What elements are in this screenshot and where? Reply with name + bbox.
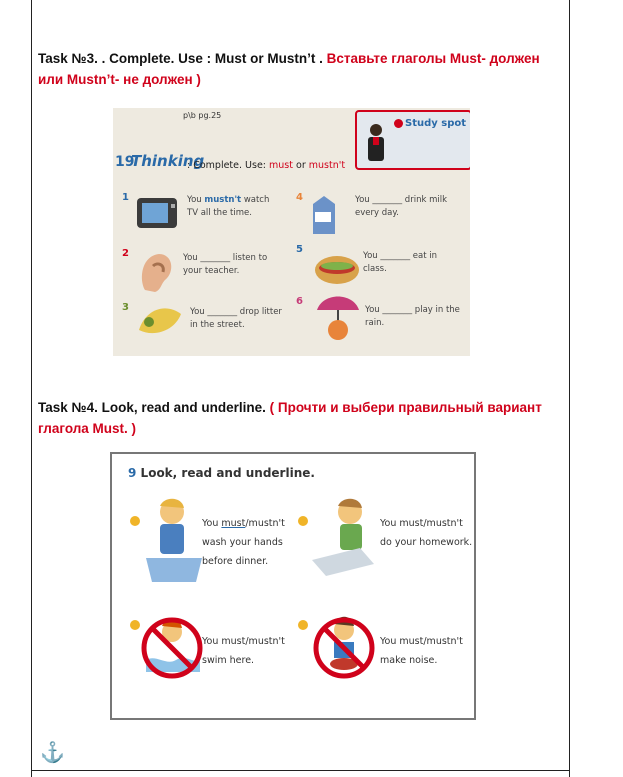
ex9-sentence-1-choice-must[interactable]: must	[221, 518, 246, 529]
item-number-1: 1	[122, 192, 129, 203]
ex9-sentence-3-choice-must[interactable]: must	[221, 636, 246, 647]
page-border-left	[31, 0, 32, 777]
task3-russian: Вставьте глаголы Must- должен или Mustn’t- не должен )	[38, 51, 540, 87]
ex9-sentence-3-subject: You	[202, 636, 219, 647]
ex9-sentence-4-subject: You	[380, 636, 397, 647]
sentence-1	[187, 194, 282, 220]
item-number-5: 5	[296, 244, 303, 255]
task4-russian: ( Прочти и выбери правильный вариант глагола Must. )	[38, 400, 542, 436]
exercise-9-title	[128, 466, 315, 480]
instruction-or: or	[296, 160, 306, 171]
ex9-sentence-2-choice-must[interactable]: must	[399, 518, 424, 529]
sentence-5-rest: _______ eat in class.	[363, 251, 438, 274]
sentence-4	[355, 194, 450, 220]
boy-washing-hands-icon	[142, 494, 206, 586]
task4-label: Task №4. Look, read and underline.	[38, 400, 266, 415]
ex9-sentence-2-choice-mustnt[interactable]: /mustn't	[423, 518, 463, 529]
anchor-icon: ⚓	[40, 742, 65, 764]
ex9-sentence-4-choice-must[interactable]: must	[399, 636, 424, 647]
item-number-2: 2	[122, 248, 129, 259]
no-noise-icon	[312, 602, 376, 692]
ex9-sentence-1-line3: before dinner.	[202, 556, 269, 567]
item-marker-1	[130, 516, 140, 526]
ex9-sentence-1-line2: wash your hands	[202, 537, 283, 548]
sentence-5	[363, 250, 458, 276]
no-swimming-icon	[140, 602, 204, 692]
sentence-6	[365, 304, 460, 330]
sentence-4-rest: _______ drink milk every day.	[355, 195, 447, 218]
ex9-sentence-3-line2: swim here.	[202, 655, 255, 666]
ex9-sentence-1-subject: You	[202, 518, 219, 529]
thinking-cap-title: Thinking	[131, 152, 205, 170]
litter-icon	[135, 300, 187, 340]
ex9-sentence-2-line2: do your homework.	[380, 537, 473, 548]
item-number-4: 4	[296, 192, 303, 203]
teacher-icon	[363, 122, 389, 162]
sentence-1-rest: watch TV all the time.	[187, 195, 270, 218]
exercise-9-image	[110, 452, 476, 720]
item-number-6: 6	[296, 296, 303, 307]
ex9-sentence-2	[380, 514, 476, 552]
ex9-sentence-4	[380, 632, 476, 670]
item-marker-2	[298, 516, 308, 526]
sentence-3	[190, 306, 285, 332]
exercise-number: 19	[115, 154, 135, 170]
ex9-sentence-4-choice-mustnt[interactable]: /mustn't	[423, 636, 463, 647]
item-marker-4	[298, 620, 308, 630]
exercise-19-image	[113, 108, 470, 356]
ex9-sentence-4-line2: make noise.	[380, 655, 438, 666]
boy-homework-icon	[310, 494, 376, 584]
sentence-2	[183, 252, 278, 278]
sentence-2-subject: You	[183, 253, 198, 263]
page-border-right	[569, 0, 570, 777]
sentence-6-subject: You	[365, 305, 380, 315]
exercise-instruction	[187, 160, 345, 171]
page-reference: p\b pg.25	[183, 111, 222, 120]
ex9-sentence-3	[202, 632, 302, 670]
instruction-text: : Complete. Use:	[187, 160, 266, 171]
ex9-sentence-1	[202, 514, 302, 571]
instruction-mustnt: mustn't	[308, 160, 346, 171]
exercise-9-title-text: Look, read and underline.	[140, 466, 315, 480]
sandwich-icon	[313, 248, 361, 288]
tv-icon	[135, 192, 181, 232]
task3-heading	[38, 48, 568, 90]
exercise-9-number: 9	[128, 466, 137, 480]
item-marker-3	[130, 620, 140, 630]
sentence-2-rest: _______ listen to your teacher.	[183, 253, 268, 276]
ex9-sentence-2-subject: You	[380, 518, 397, 529]
sentence-1-answer: mustn't	[204, 195, 242, 205]
study-spot-badge	[355, 110, 470, 170]
ex9-sentence-1-choice-mustnt[interactable]: /mustn't	[245, 518, 285, 529]
task4-heading	[38, 397, 568, 439]
task3-label: Task №3. . Complete. Use : Must or Mustn’t .	[38, 51, 323, 66]
instruction-must: must	[269, 160, 293, 171]
sentence-5-subject: You	[363, 251, 378, 261]
item-number-3: 3	[122, 302, 129, 313]
sentence-1-subject: You	[187, 195, 202, 205]
page-border-bottom	[31, 770, 570, 771]
ear-icon	[135, 250, 179, 294]
badge-dot-icon	[394, 119, 403, 128]
umbrella-child-icon	[313, 288, 363, 346]
milk-carton-icon	[309, 194, 339, 236]
sentence-4-subject: You	[355, 195, 370, 205]
sentence-3-rest: _______ drop litter in the street.	[190, 307, 282, 330]
badge-label: Study spot	[405, 118, 467, 129]
ex9-sentence-3-choice-mustnt[interactable]: /mustn't	[245, 636, 285, 647]
sentence-6-rest: _______ play in the rain.	[365, 305, 460, 328]
sentence-3-subject: You	[190, 307, 205, 317]
